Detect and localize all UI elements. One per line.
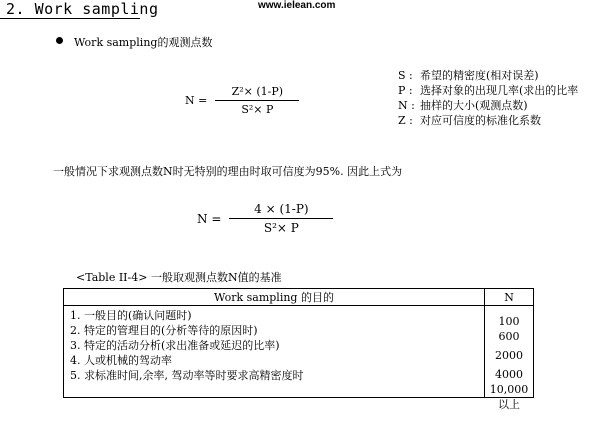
- legend-key: Z :: [398, 114, 413, 127]
- table-header-row: [64, 289, 534, 306]
- legend-desc: 抽样的大小(观测点数): [420, 99, 528, 112]
- legend-desc: 希望的精密度(相对误差): [420, 69, 539, 82]
- table-row-n: 10,000以上: [489, 383, 529, 411]
- table-caption: <Table II-4> 一般取观测点数N值的基准: [76, 271, 282, 284]
- purpose-column: [64, 306, 485, 398]
- legend-row: [398, 68, 578, 83]
- legend-key: N :: [398, 99, 415, 112]
- table-row-purpose: 4. 人或机械的驾动率: [70, 354, 172, 367]
- heading-underline: [0, 18, 140, 19]
- observation-count-table: [63, 288, 534, 411]
- formula-lhs: N =: [197, 211, 222, 226]
- legend-desc: 选择对象的出现几率(求出的比率: [420, 84, 579, 97]
- legend-row: [398, 98, 578, 113]
- formula-denominator: S²× P: [241, 103, 274, 116]
- formula-numerator: Z²× (1-P): [231, 85, 284, 98]
- formula-lhs: N =: [185, 94, 208, 107]
- legend-desc: 对应可信度的标准化系数: [420, 114, 541, 127]
- simplified-formula: [197, 202, 333, 235]
- bullet-icon: [56, 37, 63, 44]
- formula-numerator: 4 × (1-P): [254, 202, 309, 216]
- table-row-n: 100: [498, 315, 520, 328]
- sample-size-formula: [185, 85, 299, 116]
- site-url[interactable]: www.ielean.com: [258, 0, 336, 11]
- table-row-n: 600: [498, 330, 520, 343]
- table-row-purpose: 2. 特定的管理目的(分析等待的原因时): [70, 324, 258, 337]
- legend-key: P :: [398, 84, 413, 97]
- section-heading: 2. Work sampling: [6, 0, 159, 18]
- table-row-purpose: 5. 求标准时间,余率, 驾动率等时要求高精密度时: [70, 369, 304, 382]
- legend-row: [398, 113, 578, 128]
- table-row-n: 4000: [495, 368, 523, 381]
- table-row-n: 2000: [495, 349, 523, 362]
- explanation-paragraph: 一般情况下求观测点数N时无特别的理由时取可信度为95%. 因此上式为: [53, 165, 403, 178]
- column-header-purpose: Work sampling 的目的: [64, 289, 485, 306]
- legend-row: [398, 83, 578, 98]
- variable-legend: [398, 68, 578, 128]
- table-row-purpose: 3. 特定的活动分析(求出准备或延迟的比率): [70, 339, 280, 352]
- column-header-n: N: [485, 289, 534, 306]
- n-column: [485, 306, 534, 411]
- table-row-purpose: 1. 一般目的(确认问题时): [70, 309, 192, 322]
- formula-denominator: S²× P: [263, 221, 299, 235]
- table-body: [64, 306, 534, 398]
- bullet-text: Work sampling的观测点数: [74, 36, 213, 49]
- legend-key: S :: [398, 69, 413, 82]
